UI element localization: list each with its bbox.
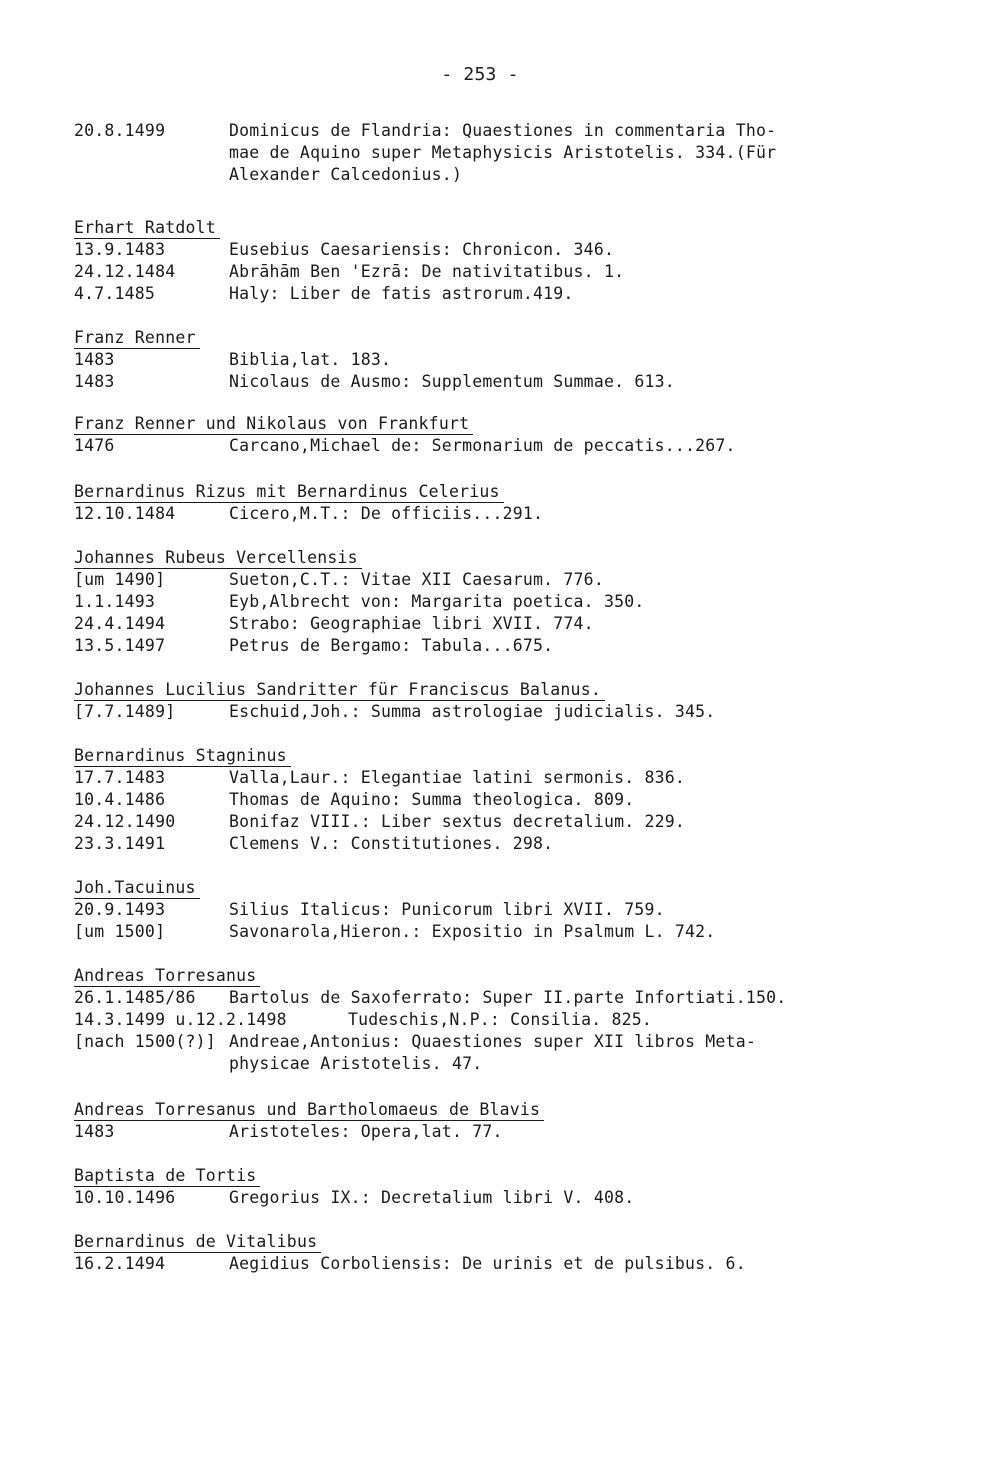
entry-date: 14.3.1499 u.12.2.1498 [74,1010,287,1029]
list-item [74,283,954,305]
entry-date: 10.4.1486 [74,790,166,809]
entry-text: Gregorius IX.: Decretalium libri V. 408. [229,1188,635,1207]
list-item [74,1053,954,1075]
printer-section [74,1166,954,1209]
printer-section [74,878,954,943]
list-item [74,1253,954,1275]
printer-heading: Andreas Torresanus [74,966,260,987]
entry-text: Aegidius Corboliensis: De urinis et de pulsibus. 6. [229,1254,746,1273]
list-item [74,635,954,657]
entry-text: Petrus de Bergamo: Tabula...675. [229,636,554,655]
entry-text: mae de Aquino super Metaphysicis Aristotelis. 334.(Für [229,143,777,162]
list-item [74,613,954,635]
list-item [74,142,954,164]
list-item [74,349,954,371]
entry-date: 24.12.1484 [74,262,176,281]
printer-heading: Andreas Torresanus und Bartholomaeus de Blavis [74,1100,544,1121]
printer-heading: Baptista de Tortis [74,1166,260,1187]
entry-date: 23.3.1491 [74,834,166,853]
list-item [74,833,954,855]
printer-heading: Bernardinus Stagninus [74,746,291,767]
entry-date: 1.1.1493 [74,592,156,611]
list-item [74,164,954,186]
entry-text: Bonifaz VIII.: Liber sextus decretalium. 229. [229,812,686,831]
entry-text: Andreae,Antonius: Quaestiones super XII libros Meta- [229,1032,756,1051]
entry-date: 1483 [74,350,115,369]
list-item [74,921,954,943]
entry-text: Abrāhām Ben 'Ezrā: De nativitatibus. 1. [229,262,625,281]
entry-text: Strabo: Geographiae libri XVII. 774. [229,614,594,633]
list-item [74,435,954,457]
list-item [74,503,954,525]
list-item [74,987,954,1009]
entry-text: Valla,Laur.: Elegantiae latini sermonis. 836. [229,768,686,787]
entry-date: 10.10.1496 [74,1188,176,1207]
entry-date: 1483 [74,1122,115,1141]
entry-text: Eschuid,Joh.: Summa astrologiae judicialis. 345. [229,702,716,721]
entry-date: 13.9.1483 [74,240,166,259]
entry-text: Tudeschis,N.P.: Consilia. 825. [348,1010,653,1029]
entry-date: 24.12.1490 [74,812,176,831]
entry-date: 17.7.1483 [74,768,166,787]
list-item [74,591,954,613]
entry-text: Nicolaus de Ausmo: Supplementum Summae. 613. [229,372,675,391]
printer-heading: Bernardinus Rizus mit Bernardinus Celerius [74,482,504,503]
entry-date: [nach 1500(?)] [74,1032,216,1051]
page-number: - 253 - [441,64,519,85]
list-item [74,1121,954,1143]
entry-date: 20.9.1493 [74,900,166,919]
printer-heading: Franz Renner [74,328,200,349]
entry-text: Biblia,lat. 183. [229,350,392,369]
printer-section [74,328,954,393]
entry-text: Dominicus de Flandria: Quaestiones in commentaria Tho- [229,121,777,140]
entry-text: Aristoteles: Opera,lat. 77. [229,1122,503,1141]
list-item [74,261,954,283]
entry-text-continued: physicae Aristotelis. 47. [229,1054,483,1073]
printer-heading: Erhart Ratdolt [74,218,220,239]
intro-entry [74,120,954,186]
list-item [74,371,954,393]
printer-heading: Bernardinus de Vitalibus [74,1232,321,1253]
list-item [74,701,954,723]
printer-section [74,1100,954,1143]
entry-text: Eyb,Albrecht von: Margarita poetica. 350. [229,592,645,611]
list-item [74,569,954,591]
printer-heading: Joh.Tacuinus [74,878,200,899]
entry-date: [um 1500] [74,922,166,941]
entry-text: Carcano,Michael de: Sermonarium de peccatis...267. [229,436,736,455]
entry-date: 24.4.1494 [74,614,166,633]
entry-date: 12.10.1484 [74,504,176,523]
entry-text: Thomas de Aquino: Summa theologica. 809. [229,790,635,809]
printer-section [74,218,954,305]
printer-section [74,966,954,1075]
entry-date: 20.8.1499 [74,121,166,140]
list-item [74,1031,954,1053]
printer-section [74,548,954,657]
printer-section [74,746,954,855]
printer-section [74,1232,954,1275]
list-item [74,120,954,142]
entry-date: 1476 [74,436,115,455]
list-item [74,811,954,833]
entry-text: Savonarola,Hieron.: Expositio in Psalmum L. 742. [229,922,716,941]
entry-text: Bartolus de Saxoferrato: Super II.parte Infortiati.150. [229,988,787,1007]
entry-date: 1483 [74,372,115,391]
entry-text: Alexander Calcedonius.) [229,165,463,184]
printer-section [74,414,954,457]
list-item [74,789,954,811]
entry-date: 26.1.1485/86 [74,988,196,1007]
list-item [74,239,954,261]
list-item [74,899,954,921]
entry-text: Cicero,M.T.: De officiis...291. [229,504,544,523]
printer-heading: Johannes Rubeus Vercellensis [74,548,362,569]
entry-text: Haly: Liber de fatis astrorum.419. [229,284,574,303]
entry-text: Silius Italicus: Punicorum libri XVII. 759. [229,900,665,919]
printer-section [74,680,954,723]
entry-text: Clemens V.: Constitutiones. 298. [229,834,554,853]
list-item [74,1187,954,1209]
entry-text: Eusebius Caesariensis: Chronicon. 346. [229,240,615,259]
list-item [74,1009,954,1031]
entry-date: [um 1490] [74,570,166,589]
entry-date: [7.7.1489] [74,702,176,721]
list-item [74,767,954,789]
entry-date: 4.7.1485 [74,284,156,303]
printer-heading: Franz Renner und Nikolaus von Frankfurt [74,414,473,435]
entry-text: Sueton,C.T.: Vitae XII Caesarum. 776. [229,570,604,589]
entry-date: 16.2.1494 [74,1254,166,1273]
printer-section [74,482,954,525]
entry-date: 13.5.1497 [74,636,166,655]
printer-heading: Johannes Lucilius Sandritter für Franciscus Balanus. [74,680,605,701]
